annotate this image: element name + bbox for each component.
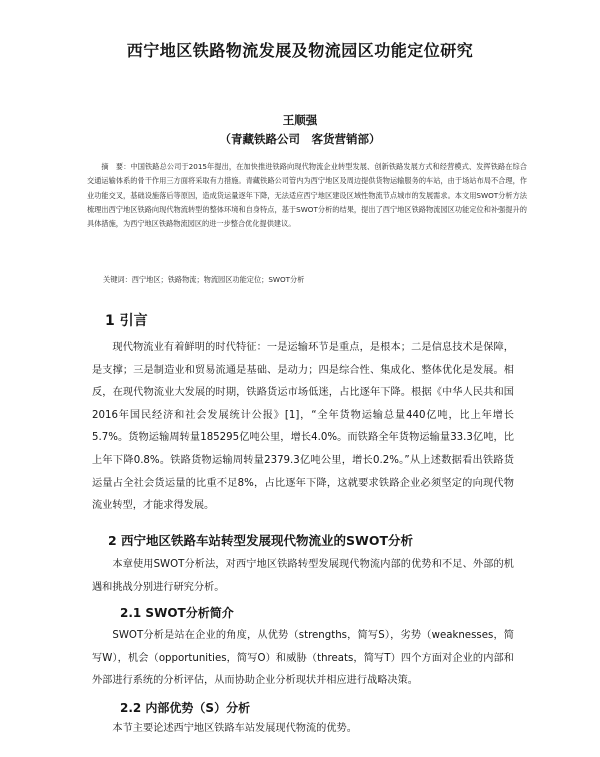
- keywords-line: 关键词：西宁地区；铁路物流；物流园区功能定位；SWOT分析: [103, 275, 305, 284]
- abstract-block: [87, 160, 527, 231]
- section-2-2-paragraph: 本节主要论述西宁地区铁路车站发展现代物流的优势。: [112, 723, 357, 734]
- abstract-text: 摘 要：中国铁路总公司于2015年提出，在加快推进铁路向现代物流企业转型发展、创新铁路发展方式和经营模式、发挥铁路在综合交通运输体系的骨干作用三方面将采取有力措施。青藏铁路公司管内为西宁地区及周边提供货物运输服务的车站，由于场站布局不合理，作业功能交叉，基础设施落后等原因，造成货运量逐年下降，无法适应西宁地区建设区域性物流节点城市的发展需求。本文用SWOT分析方法梳理出西宁地区铁路向现代物流转型的整体环境和自身特点，基于SWOT分析的结果，提出了西宁地区铁路物流园区功能定位和补强提升的具体措施，为西宁地区铁路物流园区的进一步整合优化提供建议。: [87, 162, 527, 229]
- paper-title: 西宁地区铁路物流发展及物流园区功能定位研究: [126, 41, 474, 60]
- section-1-heading: 1 引言: [105, 313, 148, 329]
- section-1-paragraph: 现代物流业有着鲜明的时代特征：一是运输环节是重点，是根本；二是信息技术是保障，是支撑；三是制造业和贸易流通是基础、是动力；四是综合性、集成化、整体优化是发展。相反，在现代物流业大发展的时期，铁路货运市场低迷，占比逐年下降。根据《中华人民共和国2016年国民经济和社会发展统计公报》[1]，“全年货物运输总量440亿吨，比上年增长5.7%。货物运输周转量185295亿吨公里，增长4.0%。而铁路全年货物运输量33.3亿吨，比上年下降0.8%。铁路货物运输周转量2379.3亿吨公里，增长0.2%。”从上述数据看出铁路货运量占全社会货运量的比重不足8%，占比逐年下降，这就要求铁路企业必须坚定的向现代物流业转型，才能求得发展。: [92, 342, 514, 512]
- section-2-2-heading: 2.2 内部优势（S）分析: [120, 701, 251, 715]
- section-2-1-paragraph: SWOT分析是站在企业的角度，从优势（strengths，简写S），劣势（weaknesses，简写W），机会（opportunities，简写O）和威胁（threats，简写T）四个方面对企业的内部和外部进行系统的分析评估，从而协助企业分析现状并相应进行战略决策。: [92, 630, 514, 687]
- section-1-body: [92, 337, 514, 518]
- author-name: 王顺强: [282, 113, 318, 127]
- section-2-1-heading: 2.1 SWOT分析简介: [120, 606, 234, 620]
- author-affiliation: （青藏铁路公司 客货营销部）: [219, 132, 381, 146]
- section-2-1-body: [92, 625, 514, 693]
- section-2-body: [92, 554, 514, 599]
- section-2-2-body: [92, 718, 514, 741]
- section-2-paragraph: 本章使用SWOT分析法，对西宁地区铁路转型发展现代物流内部的优势和不足、外部的机遇和挑战分别进行研究分析。: [92, 559, 514, 593]
- section-2-heading: 2 西宁地区铁路车站转型发展现代物流业的SWOT分析: [108, 533, 413, 548]
